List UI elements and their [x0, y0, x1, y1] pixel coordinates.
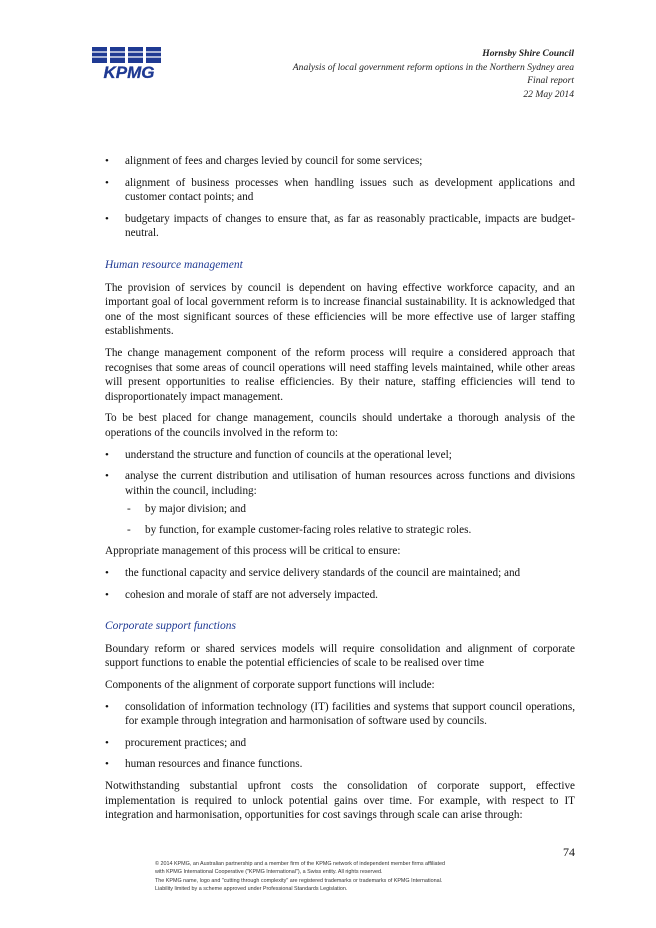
report-subtitle: Analysis of local government reform options in the Northern Sydney area: [292, 61, 574, 73]
hr-bullet-list: [105, 448, 575, 538]
footer-line: Liability limited by a scheme approved under Professional Standards Legislation.: [155, 886, 348, 892]
section-heading-corporate-support: Corporate support functions: [105, 620, 236, 633]
list-item: • procurement practices; and: [105, 736, 575, 751]
footer-line: The KPMG name, logo and "cutting through complexity" are registered trademarks or trademarks of KPMG International.: [155, 878, 443, 884]
paragraph: Components of the alignment of corporate support functions will include:: [105, 679, 435, 692]
list-item: • alignment of business processes when handling issues such as development applications and customer contact points; and: [105, 176, 575, 205]
sub-list-item: - by major division; and: [125, 502, 575, 517]
page-body: [105, 154, 575, 830]
cs-bullet-list: [105, 700, 575, 772]
paragraph: Boundary reform or shared services models will require consolidation and alignment of corporate support functions to enable the potential efficiencies of scale to be realised over time: [105, 642, 575, 670]
list-item: • alignment of fees and charges levied by council for some services;: [105, 154, 575, 169]
report-date: 22 May 2014: [523, 88, 574, 100]
intro-bullet-list: [105, 154, 575, 241]
list-item: • cohesion and morale of staff are not adversely impacted.: [105, 588, 575, 603]
paragraph: To be best placed for change management, councils should undertake a thorough analysis of the operations of the councils involved in the reform to:: [105, 412, 575, 439]
footer-line: © 2014 KPMG, an Australian partnership and a member firm of the KPMG network of independent member firms affiliated: [155, 861, 446, 867]
hr-bullet-list-2: [105, 566, 575, 602]
paragraph: The change management component of the reform process will require a considered approach that recognises that some areas of council operations will need staffing levels maintained, while other areas will present opportunities to realise efficiencies. By their nature, staffing efficiencies will tend to disproportionately impact management.: [105, 346, 575, 403]
paragraph: Notwithstanding substantial upfront costs the consolidation of corporate support, effective implementation is required to unlock potential gains over time. For example, with respect to IT integration and harmonisation, opportunities for cost savings through scale can arise through:: [105, 780, 575, 822]
paragraph: The provision of services by council is dependent on having effective workforce capacity, and an important goal of local government reform is to increase financial sustainability. It is acknowledged that one of the most significant sources of these efficiencies will be more effective use of larger staffing establishments.: [105, 281, 575, 338]
page-number: 74: [563, 845, 575, 859]
footer-line: with KPMG International Cooperative ("KPMG International"), a Swiss entity. All rights reserved.: [155, 869, 383, 875]
list-item: • consolidation of information technology (IT) facilities and systems that support council operations, for example through integration and harmonisation of software used by councils.: [105, 700, 575, 729]
list-item: • the functional capacity and service delivery standards of the council are maintained; and: [105, 566, 575, 581]
report-type: Final report: [527, 75, 574, 86]
list-item: • human resources and finance functions.: [105, 757, 575, 772]
kpmg-logo: [88, 47, 170, 81]
sub-list: [125, 502, 575, 537]
list-item-text: analyse the current distribution and utilisation of human resources across functions and divisions within the council, including:: [125, 470, 575, 497]
paragraph: Appropriate management of this process will be critical to ensure:: [105, 545, 401, 558]
section-heading-hr: Human resource management: [105, 258, 243, 271]
logo-text: KPMG: [103, 63, 155, 81]
sub-list-item: - by function, for example customer-facing roles relative to strategic roles.: [125, 523, 575, 538]
list-item: [105, 469, 575, 537]
report-header: [293, 47, 574, 101]
copyright-footer: [155, 860, 535, 893]
list-item: • understand the structure and function of councils at the operational level;: [105, 448, 575, 463]
client-name: Hornsby Shire Council: [482, 48, 574, 59]
list-item: • budgetary impacts of changes to ensure that, as far as reasonably practicable, impacts are budget-neutral.: [105, 212, 575, 241]
